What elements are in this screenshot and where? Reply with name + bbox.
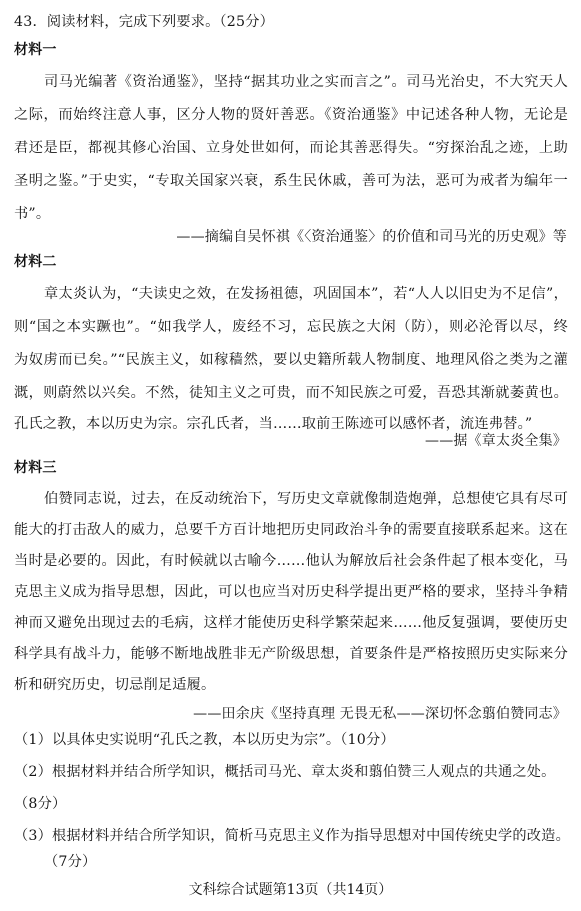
material2-line: 则“国之本实蹶也”。“如我学人，废经不习，忘民族之大闲（防），则必沦胥以尽，终 xyxy=(14,319,568,335)
subquestion-2: （2）根据材料并结合所学知识，概括司马光、章太炎和翦伯赞三人观点的共通之处。 xyxy=(14,764,556,780)
question-header: 43．阅读材料，完成下列要求。（25分） xyxy=(14,14,275,30)
material2-line: 章太炎认为，“夫读史之效，在发扬祖德，巩固国本”，若“人人以旧史为不足信”， xyxy=(44,286,568,302)
material3-title: 材料三 xyxy=(14,460,57,476)
material2-title: 材料二 xyxy=(14,254,57,270)
subquestion-3-points: （7分） xyxy=(44,854,97,870)
subquestion-3: （3）根据材料并结合所学知识，简析马克思主义作为指导思想对中国传统史学的改造。 xyxy=(14,828,570,844)
material1-line: 书”。 xyxy=(14,206,51,222)
subquestion-1: （1）以具体史实说明“孔氏之教，本以历史为宗”。（10分） xyxy=(14,732,395,748)
subquestion-2-points: （8分） xyxy=(14,796,67,812)
material2-line: 为奴虏而已矣。”“民族主义，如稼穑然，要以史籍所载人物制度、地理风俗之类为之灌 xyxy=(14,352,568,368)
page-footer: 文科综合试题第13页（共14页） xyxy=(188,882,393,898)
material1-title: 材料一 xyxy=(14,42,57,58)
material3-line: 能大的打击敌人的威力，总要千方百计地把历史同政治斗争的需要直接联系起来。这在 xyxy=(14,522,568,538)
material3-line: 伯赞同志说，过去，在反动统治下，写历史文章就像制造炮弹，总想使它具有尽可 xyxy=(44,491,568,507)
material2-source: ——据《章太炎全集》 xyxy=(425,433,567,449)
material3-line: 当时是必要的。因此，有时候就以古喻今……他认为解放后社会条件起了根本变化，马 xyxy=(14,553,568,569)
material1-line: 君还是臣，都视其修心治国、立身处世如何，而论其善恶得失。“穷探治乱之迹，上助 xyxy=(14,140,568,156)
material2-line: 溉，则蔚然以兴矣。不然，徒知主义之可贵，而不知民族之可爱，吾恐其渐就萎黄也。 xyxy=(14,385,568,401)
material1-source: ——摘编自吴怀祺《〈资治通鉴〉的价值和司马光的历史观》等 xyxy=(176,229,567,245)
material3-line: 科学具有战斗力，能够不断地战胜非无产阶级思想，首要条件是严格按照历史实际来分 xyxy=(14,646,568,662)
material1-line: 司马光编著《资治通鉴》，坚持“据其功业之实而言之”。司马光治史，不大究天人 xyxy=(44,74,568,90)
material1-line: 之际，而始终注意人事，区分人物的贤奸善恶。《资治通鉴》中记述各种人物，无论是 xyxy=(14,107,568,123)
material2-line: 孔氏之教，本以历史为宗。宗孔氏者，当……取前王陈迹可以感怀者，流连弗替。” xyxy=(14,416,533,432)
material3-line: 神而又避免出现过去的毛病，这样才能使历史科学繁荣起来……他反复强调，要使历史 xyxy=(14,615,568,631)
material3-line: 克思主义成为指导思想，因此，可以也应当对历史科学提出更严格的要求，坚持斗争精 xyxy=(14,584,568,600)
material3-source: ——田余庆《坚持真理 无畏无私——深切怀念翦伯赞同志》 xyxy=(193,706,567,722)
material3-line: 析和研究历史，切忌削足适履。 xyxy=(14,677,216,693)
material1-line: 圣明之鉴。”于史实，“专取关国家兴衰，系生民休戚，善可为法，恶可为戒者为编年一 xyxy=(14,173,568,189)
